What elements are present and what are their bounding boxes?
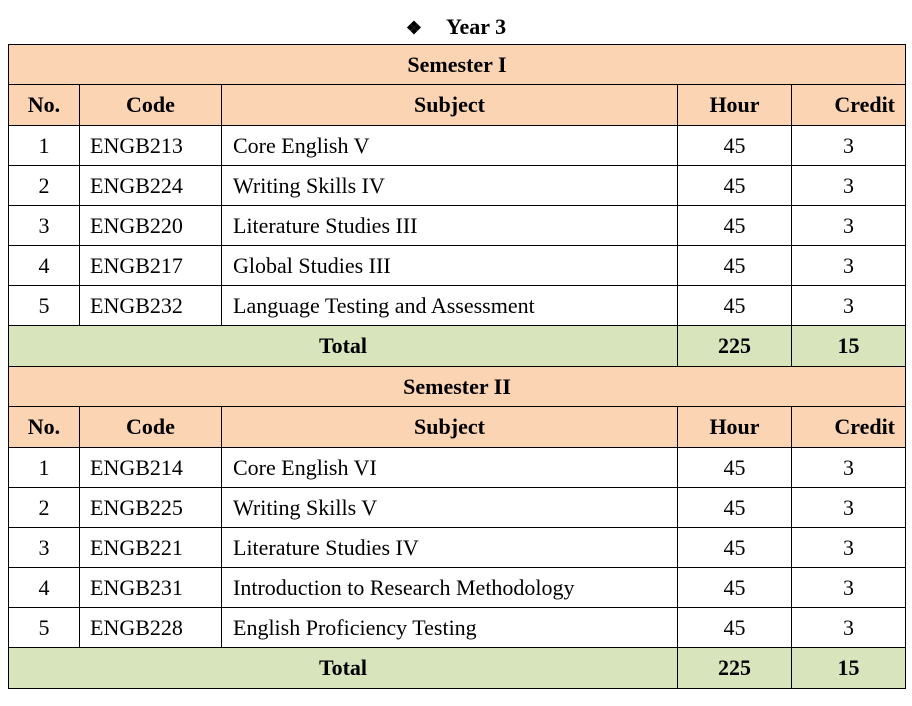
course-subject: Core English VI	[222, 448, 678, 488]
table-row	[9, 206, 906, 246]
row-number: 2	[9, 166, 80, 206]
course-hour: 45	[678, 286, 792, 326]
semester-header-row	[9, 45, 906, 85]
course-code: ENGB224	[80, 166, 222, 206]
total-credit: 15	[792, 326, 906, 367]
course-credit: 3	[792, 126, 906, 166]
row-number: 1	[9, 126, 80, 166]
row-number: 1	[9, 448, 80, 488]
course-hour: 45	[678, 608, 792, 648]
table-row	[9, 166, 906, 206]
table-row	[9, 286, 906, 326]
column-header-credit: Credit	[792, 407, 906, 448]
table-row	[9, 448, 906, 488]
semester-header-row	[9, 367, 906, 407]
table-row	[9, 488, 906, 528]
course-credit: 3	[792, 568, 906, 608]
course-subject: Writing Skills V	[222, 488, 678, 528]
row-number: 3	[9, 206, 80, 246]
column-header-hour: Hour	[678, 85, 792, 126]
course-code: ENGB213	[80, 126, 222, 166]
row-number: 4	[9, 568, 80, 608]
course-hour: 45	[678, 166, 792, 206]
semester-title: Semester I	[9, 45, 906, 85]
table-row	[9, 246, 906, 286]
course-code: ENGB217	[80, 246, 222, 286]
course-subject: Core English V	[222, 126, 678, 166]
diamond-bullet-icon: ❖	[405, 18, 423, 38]
column-header-credit: Credit	[792, 85, 906, 126]
page-title	[0, 12, 912, 42]
course-credit: 3	[792, 488, 906, 528]
semester-title: Semester II	[9, 367, 906, 407]
column-header-no: No.	[9, 85, 80, 126]
column-header-subject: Subject	[222, 85, 678, 126]
course-hour: 45	[678, 488, 792, 528]
column-header-hour: Hour	[678, 407, 792, 448]
row-number: 5	[9, 608, 80, 648]
course-subject: Introduction to Research Methodology	[222, 568, 678, 608]
total-row	[9, 326, 906, 367]
page-title-text: Year 3	[446, 14, 507, 39]
column-header-subject: Subject	[222, 407, 678, 448]
course-subject: Literature Studies IV	[222, 528, 678, 568]
row-number: 4	[9, 246, 80, 286]
total-hour: 225	[678, 648, 792, 689]
total-label: Total	[9, 326, 678, 367]
course-hour: 45	[678, 568, 792, 608]
course-credit: 3	[792, 166, 906, 206]
course-hour: 45	[678, 126, 792, 166]
curriculum-table	[8, 44, 906, 689]
course-credit: 3	[792, 246, 906, 286]
course-code: ENGB221	[80, 528, 222, 568]
course-code: ENGB225	[80, 488, 222, 528]
course-code: ENGB220	[80, 206, 222, 246]
column-header-no: No.	[9, 407, 80, 448]
column-header-code: Code	[80, 85, 222, 126]
course-credit: 3	[792, 528, 906, 568]
total-hour: 225	[678, 326, 792, 367]
course-code: ENGB232	[80, 286, 222, 326]
table-row	[9, 126, 906, 166]
table-row	[9, 608, 906, 648]
course-hour: 45	[678, 448, 792, 488]
column-header-code: Code	[80, 407, 222, 448]
course-subject: Global Studies III	[222, 246, 678, 286]
course-credit: 3	[792, 448, 906, 488]
course-hour: 45	[678, 528, 792, 568]
course-credit: 3	[792, 286, 906, 326]
row-number: 2	[9, 488, 80, 528]
table-row	[9, 568, 906, 608]
total-credit: 15	[792, 648, 906, 689]
course-credit: 3	[792, 608, 906, 648]
course-code: ENGB228	[80, 608, 222, 648]
row-number: 3	[9, 528, 80, 568]
column-header-row	[9, 407, 906, 448]
course-subject: English Proficiency Testing	[222, 608, 678, 648]
course-hour: 45	[678, 206, 792, 246]
course-code: ENGB231	[80, 568, 222, 608]
course-subject: Writing Skills IV	[222, 166, 678, 206]
course-hour: 45	[678, 246, 792, 286]
table-row	[9, 528, 906, 568]
course-subject: Literature Studies III	[222, 206, 678, 246]
course-credit: 3	[792, 206, 906, 246]
course-subject: Language Testing and Assessment	[222, 286, 678, 326]
total-row	[9, 648, 906, 689]
row-number: 5	[9, 286, 80, 326]
column-header-row	[9, 85, 906, 126]
course-code: ENGB214	[80, 448, 222, 488]
total-label: Total	[9, 648, 678, 689]
